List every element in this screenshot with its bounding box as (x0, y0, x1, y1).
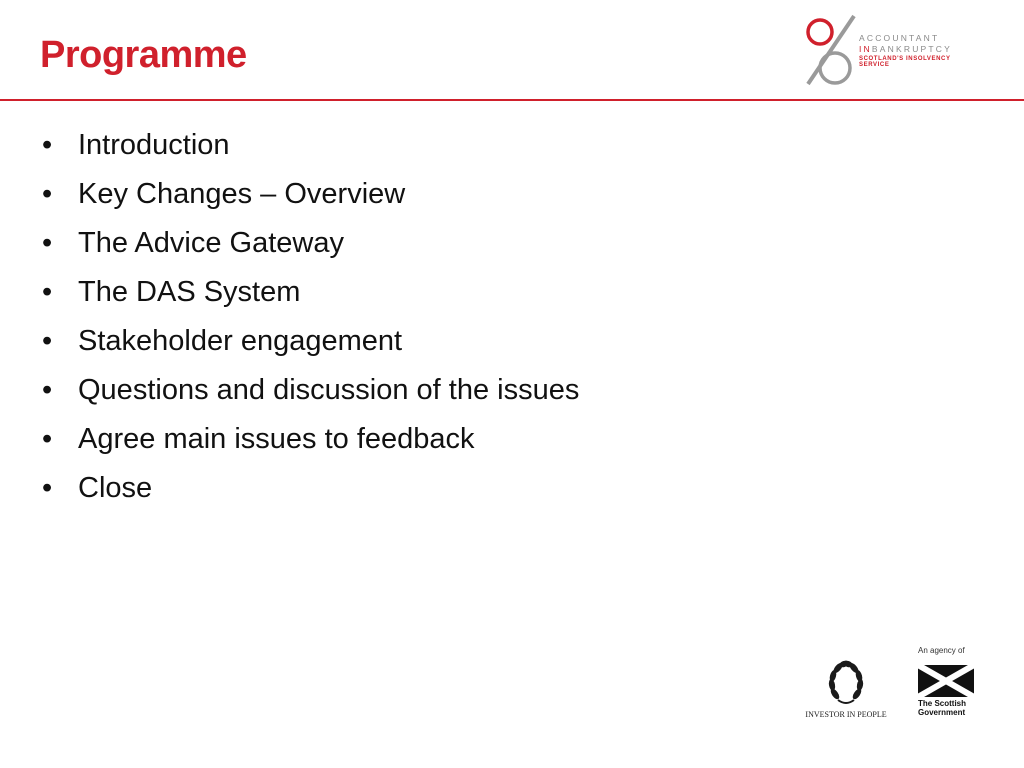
list-item-text: The DAS System (78, 276, 301, 308)
bullet-marker: • (42, 276, 53, 308)
aib-tagline: SCOTLAND'S INSOLVENCY SERVICE (859, 56, 951, 68)
bullet-marker: • (42, 472, 53, 504)
list-item-text: Key Changes – Overview (78, 178, 406, 210)
programme-list (42, 121, 579, 513)
list-item (42, 121, 579, 170)
sg-name-line2: Government (918, 708, 966, 717)
investor-in-people-logo (800, 658, 892, 722)
agency-caption: An agency of (918, 646, 965, 655)
list-item (42, 170, 579, 219)
bullet-marker: • (42, 423, 53, 455)
saltire-flag-icon (918, 665, 974, 697)
list-item-text: Close (78, 472, 153, 504)
list-item-text: The Advice Gateway (78, 227, 344, 259)
aib-percent-mark-icon (800, 10, 862, 92)
scottish-government-logo (918, 665, 980, 721)
bullet-marker: • (42, 227, 53, 259)
aib-wordmark (859, 34, 980, 68)
bullet-marker: • (42, 325, 53, 357)
bullet-marker: • (42, 129, 53, 161)
list-item-text: Agree main issues to feedback (78, 423, 475, 455)
slide-title: Programme (40, 34, 247, 76)
aib-line2-rest: BANKRUPTCY (871, 43, 952, 54)
list-item (42, 317, 579, 366)
title-divider (0, 99, 1024, 101)
list-item (42, 268, 579, 317)
sg-name-line1: The Scottish (918, 699, 967, 708)
list-item-text: Stakeholder engagement (78, 325, 403, 357)
aib-line2 (859, 45, 980, 54)
list-item (42, 219, 579, 268)
aib-line1: ACCOUNTANT (859, 33, 940, 43)
list-item (42, 415, 579, 464)
sg-name (918, 699, 966, 717)
accountant-in-bankruptcy-logo (800, 10, 980, 92)
bullet-marker: • (42, 374, 53, 406)
list-item-text: Introduction (78, 129, 230, 161)
list-item (42, 366, 579, 415)
bullet-marker: • (42, 178, 53, 210)
laurel-wreath-icon (800, 658, 892, 708)
list-item (42, 464, 579, 513)
list-item-text: Questions and discussion of the issues (78, 374, 580, 406)
aib-line2-prefix: IN (859, 43, 872, 54)
iip-caption: INVESTOR IN PEOPLE (805, 710, 887, 719)
